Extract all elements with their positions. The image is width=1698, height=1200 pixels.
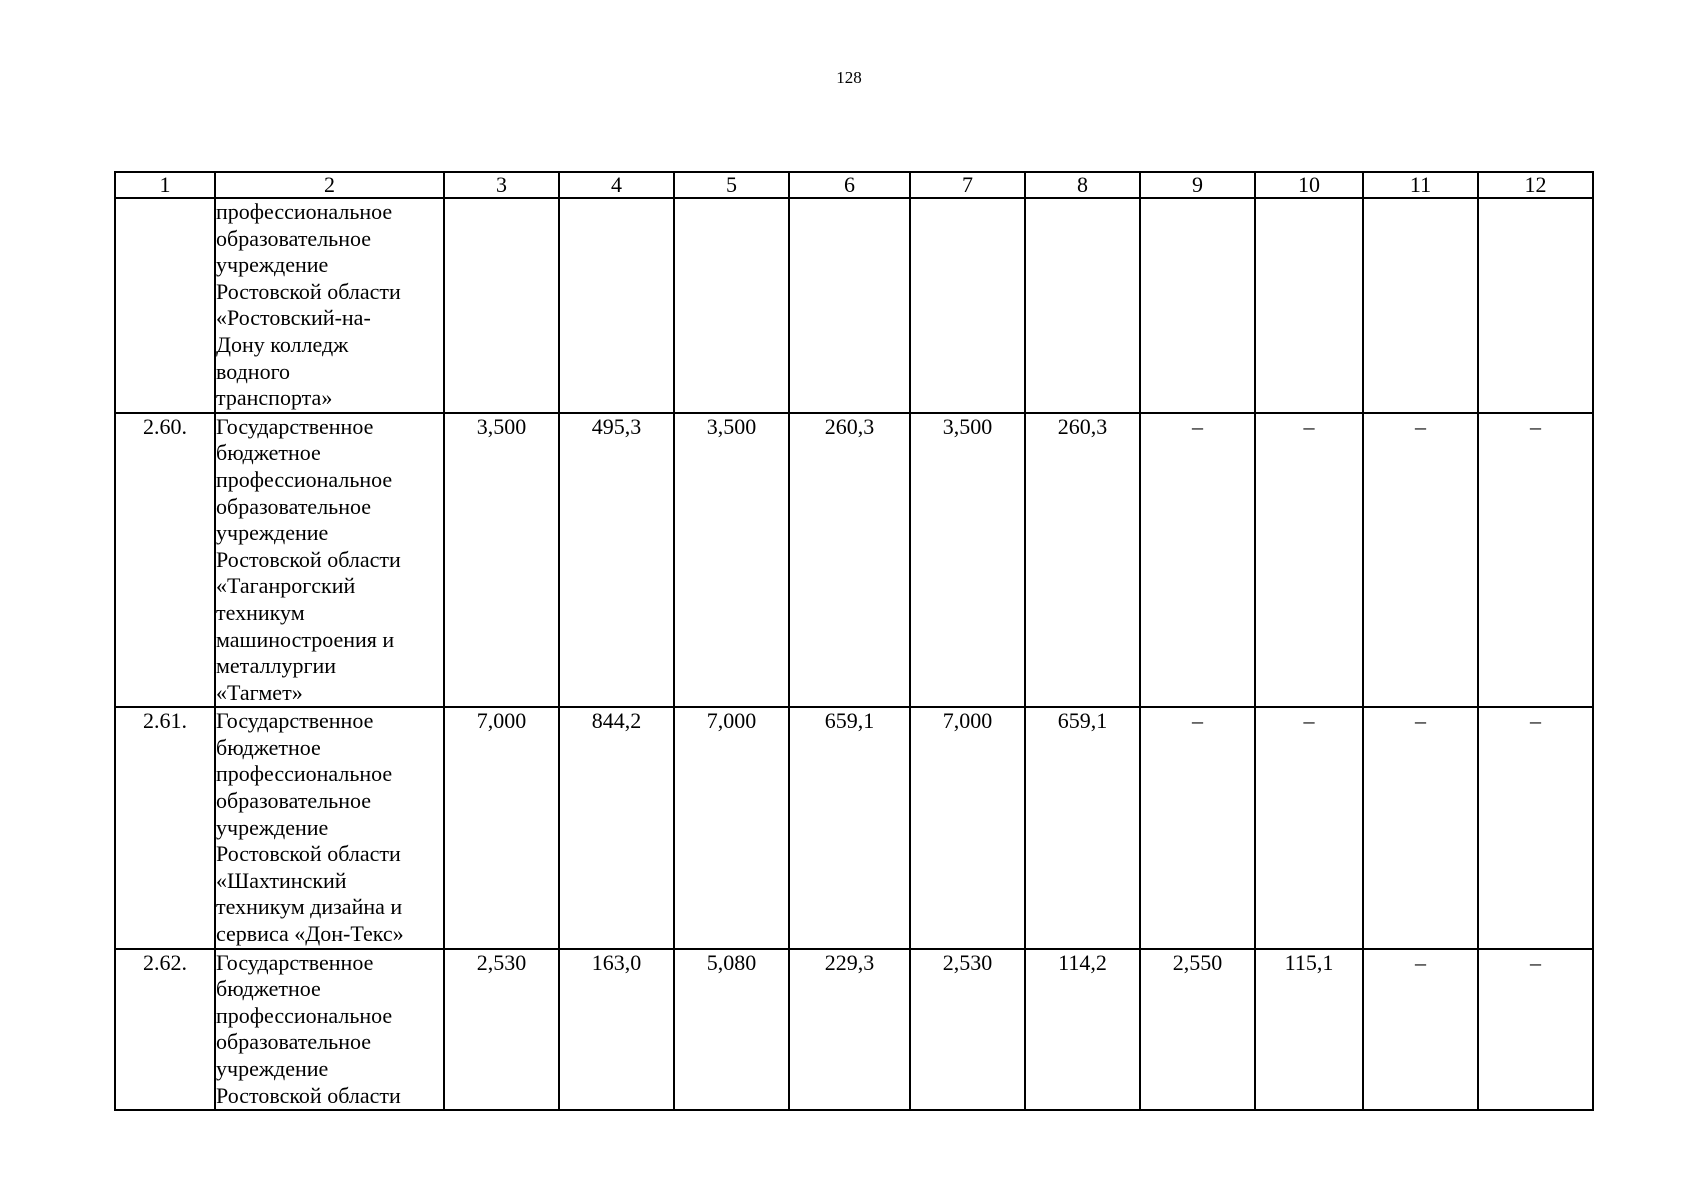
name-line: Ростовской области [216, 1082, 401, 1108]
value-cell: 659,1 [1025, 707, 1140, 948]
value-cell [1140, 198, 1255, 413]
value-cell: – [1140, 413, 1255, 708]
name-line: транспорта» [216, 385, 333, 411]
value-cell [1255, 198, 1363, 413]
name-line: учреждение [216, 520, 329, 546]
name-line: техникум дизайна и [216, 894, 403, 920]
value-cell: 7,000 [444, 707, 559, 948]
column-header: 11 [1363, 172, 1478, 198]
name-line: Государственное [216, 708, 374, 734]
value-cell [789, 198, 910, 413]
value-cell: 3,500 [444, 413, 559, 708]
column-header: 9 [1140, 172, 1255, 198]
value-cell: 5,080 [674, 949, 789, 1111]
column-header: 7 [910, 172, 1025, 198]
name-line: «Ростовский-на- [216, 305, 371, 331]
value-cell: – [1478, 707, 1593, 948]
value-cell: 2,530 [444, 949, 559, 1111]
column-header: 6 [789, 172, 910, 198]
value-cell: 844,2 [559, 707, 674, 948]
name-line: бюджетное [216, 734, 321, 760]
value-cell: 2,550 [1140, 949, 1255, 1111]
column-header: 8 [1025, 172, 1140, 198]
name-line: водного [216, 358, 291, 384]
name-line: бюджетное [216, 976, 321, 1002]
name-line: профессиональное [216, 466, 393, 492]
name-line: Дону колледж [216, 331, 349, 357]
name-line: Государственное [216, 413, 374, 439]
data-table [114, 171, 1594, 1111]
name-line: металлургии [216, 653, 337, 679]
name-line: образовательное [216, 225, 372, 251]
value-cell: 114,2 [1025, 949, 1140, 1111]
name-line: учреждение [216, 814, 329, 840]
value-cell: – [1363, 949, 1478, 1111]
value-cell [1363, 198, 1478, 413]
value-cell: 7,000 [674, 707, 789, 948]
institution-name-cell [215, 949, 444, 1111]
name-line: учреждение [216, 1056, 329, 1081]
table-row [115, 949, 1593, 1111]
table-header-row [115, 172, 1593, 198]
row-number-cell: 2.60. [115, 413, 215, 708]
value-cell [674, 198, 789, 413]
name-line: профессиональное [216, 199, 393, 224]
row-number-cell: 2.61. [115, 707, 215, 948]
value-cell: 260,3 [1025, 413, 1140, 708]
value-cell: – [1363, 413, 1478, 708]
value-cell: – [1478, 949, 1593, 1111]
value-cell: 163,0 [559, 949, 674, 1111]
name-line: «Тагмет» [216, 679, 303, 705]
table-row [115, 198, 1593, 413]
value-cell: 659,1 [789, 707, 910, 948]
value-cell: 3,500 [910, 413, 1025, 708]
column-header: 3 [444, 172, 559, 198]
page-number: 128 [836, 68, 862, 87]
row-number-cell [115, 198, 215, 413]
value-cell: – [1255, 707, 1363, 948]
name-line: сервиса «Дон-Текс» [216, 921, 404, 947]
value-cell: 2,530 [910, 949, 1025, 1111]
value-cell: 115,1 [1255, 949, 1363, 1111]
name-line: образовательное [216, 493, 372, 519]
value-cell: 260,3 [789, 413, 910, 708]
name-line: машиностроения и [216, 626, 395, 652]
name-line: Ростовской области [216, 841, 401, 867]
value-cell: 3,500 [674, 413, 789, 708]
name-line: профессиональное [216, 1002, 393, 1028]
column-header: 12 [1478, 172, 1593, 198]
name-line: профессиональное [216, 761, 393, 787]
value-cell: – [1255, 413, 1363, 708]
institution-name-cell [215, 413, 444, 708]
name-line: «Шахтинский [216, 867, 347, 893]
name-line: Ростовской области [216, 278, 401, 304]
column-header: 1 [115, 172, 215, 198]
column-header: 4 [559, 172, 674, 198]
name-line: образовательное [216, 788, 372, 814]
value-cell: 229,3 [789, 949, 910, 1111]
table-row [115, 707, 1593, 948]
value-cell: – [1363, 707, 1478, 948]
column-header: 5 [674, 172, 789, 198]
value-cell [559, 198, 674, 413]
name-line: образовательное [216, 1029, 372, 1055]
name-line: «Таганрогский [216, 573, 356, 599]
column-header: 10 [1255, 172, 1363, 198]
row-number-cell: 2.62. [115, 949, 215, 1111]
value-cell [1478, 198, 1593, 413]
name-line: Ростовской области [216, 546, 401, 572]
name-line: учреждение [216, 252, 329, 278]
name-line: техникум [216, 599, 305, 625]
value-cell [910, 198, 1025, 413]
table-row [115, 413, 1593, 708]
value-cell: 7,000 [910, 707, 1025, 948]
institution-name-cell [215, 198, 444, 413]
value-cell [444, 198, 559, 413]
value-cell [1025, 198, 1140, 413]
name-line: бюджетное [216, 440, 321, 466]
value-cell: – [1478, 413, 1593, 708]
name-line: Государственное [216, 949, 374, 975]
institution-name-cell [215, 707, 444, 948]
value-cell: – [1140, 707, 1255, 948]
column-header: 2 [215, 172, 444, 198]
value-cell: 495,3 [559, 413, 674, 708]
